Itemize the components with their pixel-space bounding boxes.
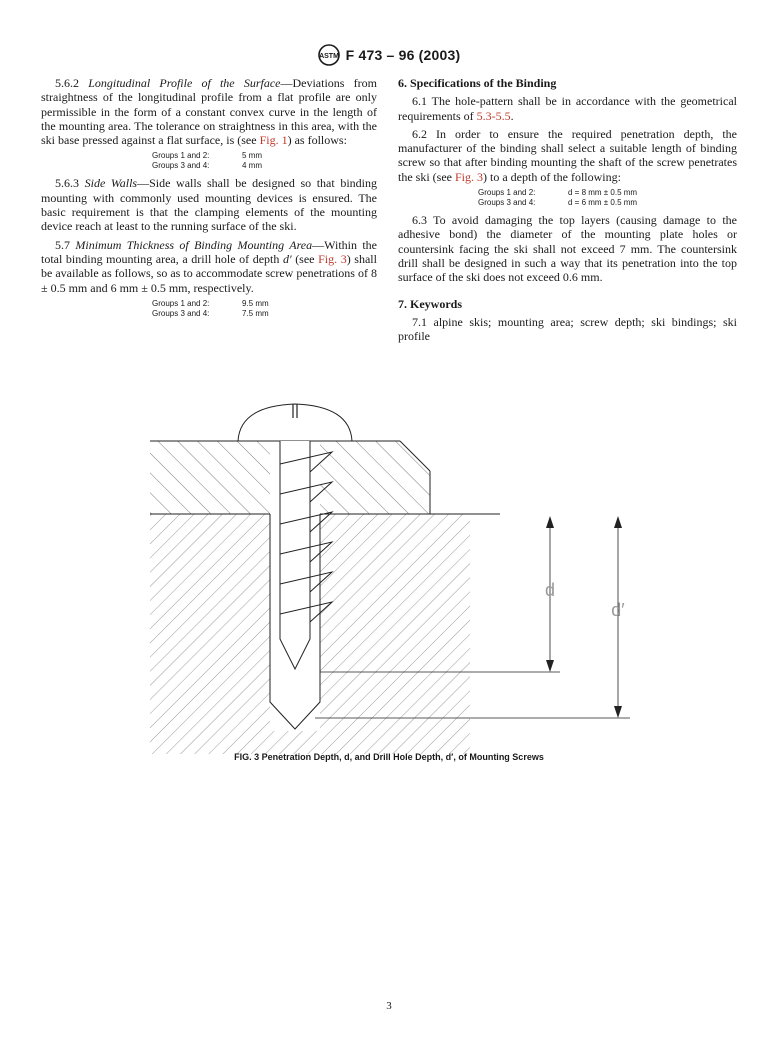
right-column	[398, 76, 737, 347]
arrow-up-icon	[614, 516, 622, 528]
paragraph-5-6-2	[41, 76, 377, 147]
paragraph-5-7	[41, 238, 377, 295]
table-key: Groups 1 and 2:	[478, 188, 536, 198]
section-title: Longitudinal Profile of the Surface	[88, 76, 281, 90]
section-6-heading: 6. Specifications of the Binding	[398, 76, 557, 90]
svg-text:ASTM: ASTM	[318, 53, 339, 60]
paragraph-6-3: 6.3 To avoid damaging the top layers (causing damage to the adhesive bond) the diameter of the mounting plate holes or countersink facing the ski shall not exceed 7 mm. The countersink drill shall be designed in such a way that its penetration into the top surface of the ski does not exceed 0.6 mm.	[398, 213, 737, 285]
table-value: 7.5 mm	[242, 308, 269, 318]
section-title: Side Walls	[84, 176, 138, 191]
section-number: 5.7	[55, 237, 70, 252]
arrow-up-icon	[546, 516, 554, 528]
screw-shank	[280, 441, 310, 669]
paragraph-6-2	[398, 127, 737, 184]
table-key: Groups 3 and 4:	[152, 308, 210, 318]
paragraph-text: 6.2 In order to ensure the required penetration depth, the manufacturer of the binding shall select a suitable length of binding screw so that after binding mounting the shaft of the screw penetrates the ski (see	[398, 126, 737, 184]
paragraph-text: ) to a depth of the following:	[483, 169, 621, 184]
table-key: Groups 3 and 4:	[152, 161, 210, 171]
section-7-heading: 7. Keywords	[398, 296, 462, 311]
left-column	[41, 76, 377, 324]
paragraph-text: ) as follows:	[287, 133, 347, 148]
table-key: Groups 1 and 2:	[152, 298, 210, 308]
variable-d-prime: d′	[282, 251, 292, 266]
table-key: Groups 1 and 2:	[152, 151, 210, 161]
fig-3-link[interactable]: Fig. 3	[454, 169, 483, 184]
astm-logo-icon	[318, 44, 340, 66]
table-value: d = 6 mm ± 0.5 mm	[568, 198, 638, 208]
table-value: d = 8 mm ± 0.5 mm	[568, 188, 638, 198]
figure-3-diagram	[140, 384, 640, 756]
section-number: 5.6.3	[55, 176, 79, 191]
section-number: 5.6.2	[55, 76, 79, 90]
penetration-table	[478, 188, 737, 208]
drill-depth-table	[152, 299, 377, 319]
paragraph-5-6-3	[41, 176, 377, 233]
page-header	[0, 44, 778, 66]
arrow-down-icon	[546, 660, 554, 672]
paragraph-text: —Deviations from straightness of the longitudinal profile from a flat profile are only permissible in the form of a constant convex curve in the length of the mounting area. The tolerance on straightness in this area, with the ski base pressed against a flat surface, is (see	[41, 76, 377, 148]
paragraph-text: .	[510, 108, 514, 123]
table-value: 5 mm	[242, 151, 262, 161]
screw-head	[238, 404, 352, 441]
table-value: 4 mm	[242, 161, 262, 171]
fig-1-link[interactable]: Fig. 1	[259, 133, 288, 148]
section-title: Minimum Thickness of Binding Mounting Area	[75, 237, 313, 252]
figure-caption: FIG. 3 Penetration Depth, d, and Drill Hole Depth, d′, of Mounting Screws	[234, 752, 544, 762]
fig-3-link[interactable]: Fig. 3	[318, 251, 347, 266]
paragraph-7-1: 7.1 alpine skis; mounting area; screw depth; ski bindings; ski profile	[398, 314, 737, 344]
label-d-prime: d′	[611, 600, 625, 620]
label-d: d	[544, 580, 556, 600]
paragraph-text: 6.1 The hole-pattern shall be in accordance with the geometrical requirements of	[398, 94, 737, 123]
arrow-down-icon	[614, 706, 622, 718]
section-link[interactable]: 5.3-5.5	[476, 108, 511, 123]
straightness-table	[152, 151, 377, 171]
document-id: F 473 – 96 (2003)	[345, 47, 461, 63]
paragraph-6-1	[398, 94, 737, 123]
paragraph-text: (see	[291, 251, 319, 266]
paragraph-text: —Side walls shall be designed so that binding mounting with commonly used mounting devices is ensured. The basic requirement is that the clamping elements of the mounting device reach at least to the running surface of the ski.	[41, 176, 377, 234]
page-number: 3	[386, 1000, 392, 1012]
table-value: 9.5 mm	[242, 298, 269, 308]
paragraph-text: ) shall be available as follows, so as to accommodate screw penetrations of 8 ± 0.5 mm and 6 mm ± 0.5 mm, respectively.	[41, 251, 377, 295]
paragraph-text: —Within the total binding mounting area, a drill hole of depth	[41, 237, 378, 266]
table-key: Groups 3 and 4:	[478, 198, 536, 208]
